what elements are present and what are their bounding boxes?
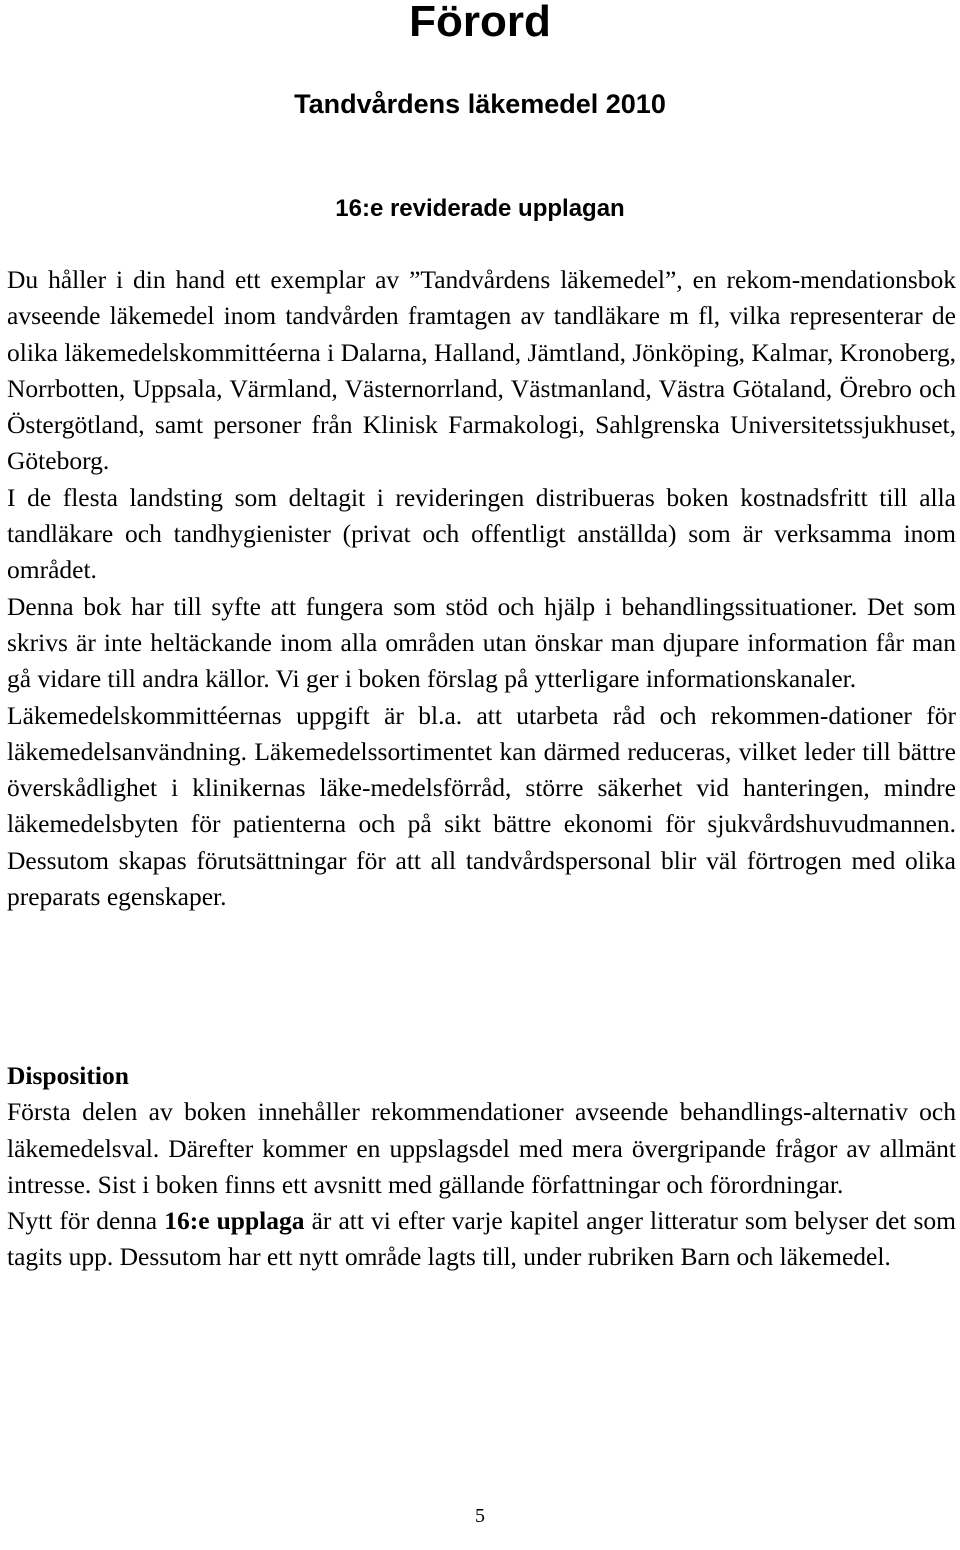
- disposition-heading: Disposition: [7, 1061, 129, 1090]
- edition-heading: 16:e reviderade upplagan: [335, 195, 625, 222]
- intro-section: [7, 262, 956, 915]
- intro-paragraph-4: Läkemedelskommittéernas uppgift är bl.a. att utarbeta råd och rekommen-dationer för läkemedelsanvändning. Läkemedelssortimentet kan därmed reduceras, vilket leder till bättre överskådlighet i klinikernas läke-medelsförråd, större säkerhet vid hanteringen, mindre läkemedelsbyten för patienterna och på sikt bättre ekonomi för sjukvårdshuvudmannen. Dessutom skapas förutsättningar för att all tandvårdspersonal blir väl förtrogen med olika preparats egenskaper.: [7, 700, 956, 912]
- edition-emphasis: 16:e upplaga: [164, 1206, 305, 1236]
- disposition-paragraph-1: Första delen av boken innehåller rekommendationer avseende behandlings-alternativ och läkemedelsval. Därefter kommer en uppslagsdel med mera övergripande frågor av allmänt intresse. Sist i boken finns ett avsnitt med gällande författningar och förordningar.: [7, 1097, 956, 1199]
- disposition-p2-text-start: Nytt för denna: [7, 1206, 165, 1236]
- intro-paragraph-3: Denna bok har till syfte att fungera som stöd och hjälp i behandlingssituationer. Det som skrivs är inte heltäckande inom alla områden utan önskar man djupare information får man gå vidare till andra källor. Vi ger i boken förslag på ytterligare informationskanaler.: [7, 591, 956, 694]
- disposition-paragraph-2: [7, 1203, 956, 1276]
- intro-paragraph-2: I de flesta landsting som deltagit i revideringen distribueras boken kostnadsfritt till alla tandläkare och tandhygienister (privat och offentligt anställda) som är verksamma inom området.: [7, 482, 956, 585]
- disposition-section: [7, 1058, 956, 1276]
- page-number: 5: [475, 1505, 485, 1527]
- disposition-p2-text-end: är att vi efter varje kapitel anger litteratur som belyser det som tagits upp. Dessutom har ett nytt område lagts till, under rubriken Barn och läkemedel.: [7, 1206, 956, 1272]
- intro-paragraph-1: Du håller i din hand ett exemplar av ”Tandvårdens läkemedel”, en rekom-mendationsbok avseende läkemedel inom tandvården framtagen av tandläkare m fl, vilka representerar de olika läkemedelskommittéerna i Dalarna, Halland, Jämtland, Jönköping, Kalmar, Kronoberg, Norrbotten, Uppsala, Värmland, Västernorrland, Västmanland, Västra Götaland, Örebro och Östergötland, samt personer från Klinisk Farmakologi, Sahlgrenska Universitetssjukhuset, Göteborg.: [7, 265, 956, 476]
- page-title: Förord: [409, 0, 551, 46]
- book-title: Tandvårdens läkemedel 2010: [294, 89, 666, 119]
